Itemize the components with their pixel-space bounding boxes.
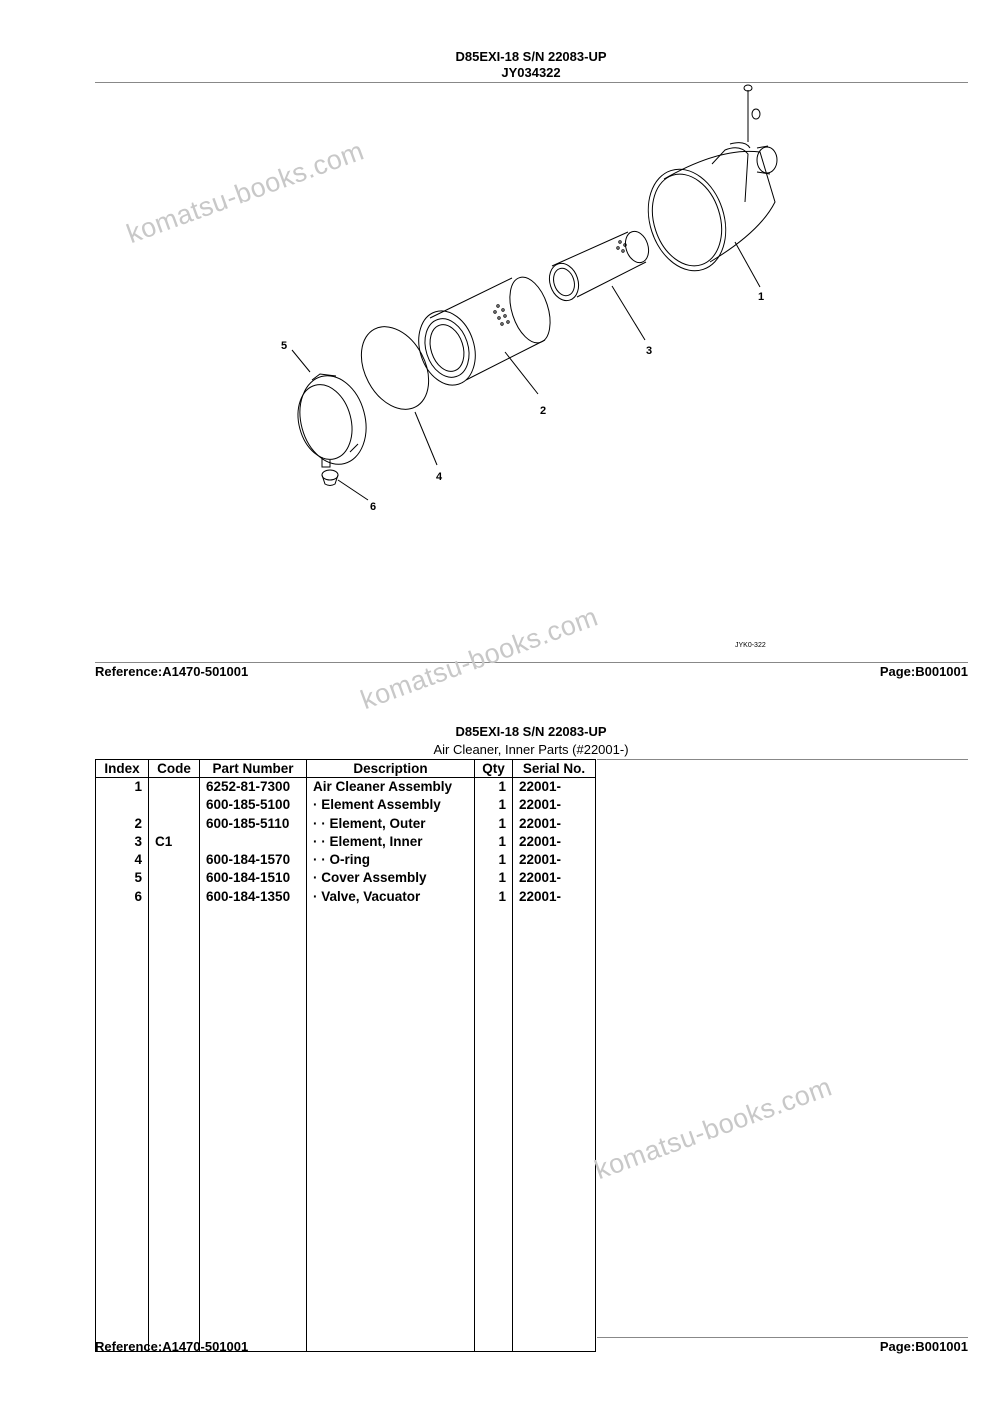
cell-part-number: 6252-81-7300 — [200, 778, 307, 797]
cell-part-number: 600-185-5100 — [200, 796, 307, 814]
leader-line-2 — [505, 352, 538, 394]
exploded-parts-diagram — [0, 82, 992, 662]
header-code: Code — [149, 760, 200, 778]
callout-5: 5 — [281, 340, 288, 352]
cell-qty: 1 — [475, 851, 513, 869]
cell-qty: 1 — [475, 796, 513, 814]
cell-qty: 1 — [475, 869, 513, 887]
header-description: Description — [307, 760, 475, 778]
cell-part-number: 600-184-1570 — [200, 851, 307, 869]
callout-2: 2 — [540, 405, 547, 417]
cell-code: C1 — [149, 833, 200, 851]
diagram-reference: Reference:A1470-501001 — [95, 664, 249, 679]
watermark-text: komatsu-books.com — [356, 601, 602, 716]
outer-element-drawing — [410, 272, 558, 392]
table-row — [96, 869, 596, 887]
table-bottom-extension — [597, 1337, 968, 1338]
cell-description: Air Cleaner Assembly — [307, 778, 475, 797]
cell-serial: 22001- — [513, 778, 596, 797]
diagram-code-title: JY034322 — [501, 65, 561, 80]
parts-page-subtitle: Air Cleaner, Inner Parts (#22001-) — [433, 742, 629, 757]
cell-code — [149, 888, 200, 906]
table-header-row — [96, 760, 596, 778]
watermark-text: komatsu-books.com — [590, 1071, 836, 1186]
header-qty: Qty — [475, 760, 513, 778]
leader-line-6 — [338, 480, 368, 500]
cell-part-number: 600-184-1510 — [200, 869, 307, 887]
diagram-footer-divider — [95, 662, 968, 663]
cell-index: 5 — [96, 869, 149, 887]
cell-serial: 22001- — [513, 869, 596, 887]
cell-description: · · O-ring — [307, 851, 475, 869]
table-row — [96, 778, 596, 797]
parts-reference: Reference:A1470-501001 — [95, 1339, 249, 1354]
table-row — [96, 815, 596, 833]
cell-qty: 1 — [475, 815, 513, 833]
cell-code — [149, 778, 200, 797]
cover-assembly-drawing — [290, 368, 376, 471]
cell-qty: 1 — [475, 888, 513, 906]
diagram-page-number: Page:B001001 — [879, 664, 968, 679]
cell-description: · Element Assembly — [307, 796, 475, 814]
parts-table — [95, 759, 596, 1352]
cell-index: 1 — [96, 778, 149, 797]
cell-part-number — [200, 833, 307, 851]
callout-1: 1 — [758, 291, 765, 303]
header-index: Index — [96, 760, 149, 778]
leader-line-4 — [415, 412, 437, 465]
cell-index: 2 — [96, 815, 149, 833]
leader-line-5 — [292, 350, 310, 372]
table-row — [96, 851, 596, 869]
cell-description: · · Element, Outer — [307, 815, 475, 833]
cell-serial: 22001- — [513, 815, 596, 833]
diagram-page-title: D85EXI-18 S/N 22083-UP — [455, 49, 607, 64]
header-part-number: Part Number — [200, 760, 307, 778]
cell-qty: 1 — [475, 778, 513, 797]
cell-code — [149, 851, 200, 869]
cell-serial: 22001- — [513, 833, 596, 851]
cell-part-number: 600-185-5110 — [200, 815, 307, 833]
parts-page-number: Page:B001001 — [879, 1339, 968, 1354]
cell-qty: 1 — [475, 833, 513, 851]
leader-line-3 — [612, 286, 645, 340]
table-row — [96, 796, 596, 814]
cell-part-number: 600-184-1350 — [200, 888, 307, 906]
cell-serial: 22001- — [513, 796, 596, 814]
cell-index: 4 — [96, 851, 149, 869]
cell-index — [96, 796, 149, 814]
vacuator-valve-drawing — [322, 470, 338, 486]
cell-description: · · Element, Inner — [307, 833, 475, 851]
leader-line-1 — [735, 242, 760, 287]
callout-6: 6 — [370, 501, 377, 513]
cell-code — [149, 815, 200, 833]
cell-code — [149, 796, 200, 814]
table-empty-area — [96, 906, 596, 1352]
air-cleaner-body-drawing — [636, 85, 777, 281]
cell-description: · Cover Assembly — [307, 869, 475, 887]
parts-page-title: D85EXI-18 S/N 22083-UP — [455, 724, 607, 739]
image-code-label: JYK0-322 — [735, 642, 766, 649]
table-top-extension — [597, 759, 968, 760]
callout-4: 4 — [436, 471, 443, 483]
cell-description: · Valve, Vacuator — [307, 888, 475, 906]
inner-element-drawing — [545, 228, 653, 304]
table-row — [96, 888, 596, 906]
header-serial: Serial No. — [513, 760, 596, 778]
cell-index: 6 — [96, 888, 149, 906]
cell-serial: 22001- — [513, 888, 596, 906]
watermark-text: komatsu-books.com — [122, 135, 368, 250]
cell-serial: 22001- — [513, 851, 596, 869]
table-row — [96, 833, 596, 851]
cell-code — [149, 869, 200, 887]
callout-3: 3 — [646, 345, 653, 357]
cell-index: 3 — [96, 833, 149, 851]
